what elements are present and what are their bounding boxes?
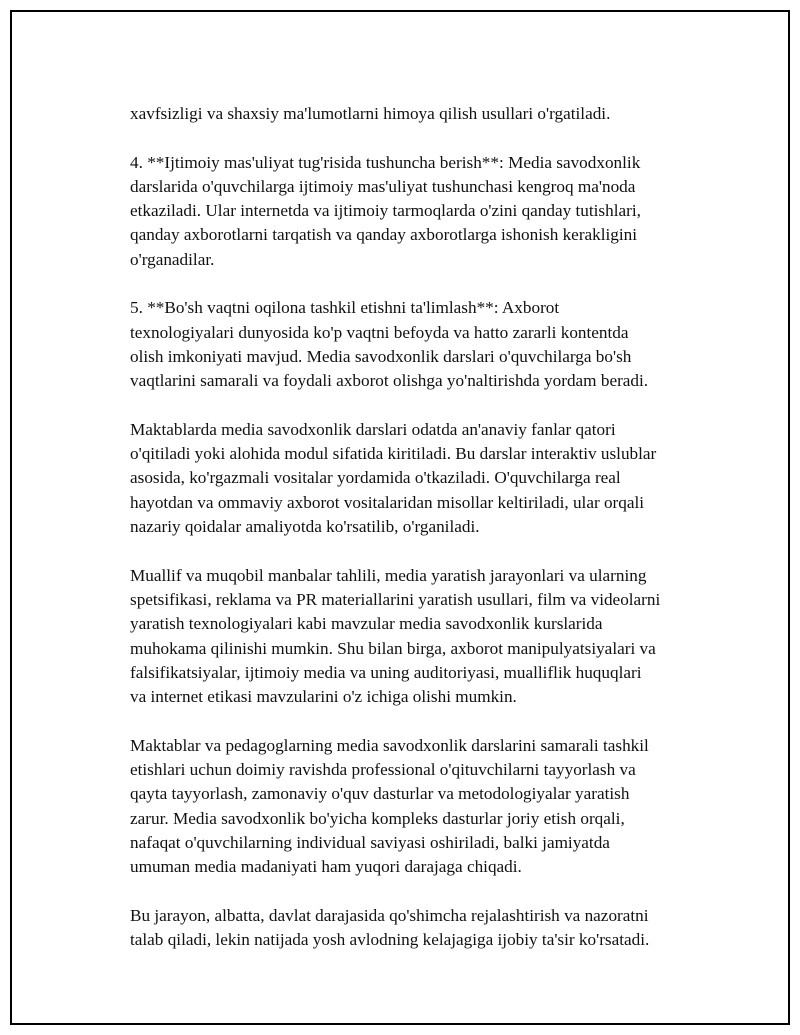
- document-page: [10, 10, 790, 1025]
- text-line: qayta tayyorlash, zamonaviy o'quv dasturlar va metodologiyalar yaratish: [130, 784, 630, 804]
- text-line: talab qiladi, lekin natijada yosh avlodning kelajagiga ijobiy ta'sir ko'rsatadi.: [130, 930, 650, 950]
- text-line: o'qitiladi yoki alohida modul sifatida kiritiladi. Bu darslar interaktiv uslublar: [130, 444, 657, 464]
- text-line: texnologiyalari dunyosida ko'p vaqtni befoyda va hatto zararli kontentda: [130, 322, 629, 342]
- text-line: asosida, ko'rgazmali vositalar yordamida o'tkaziladi. O'quvchilarga real: [130, 468, 621, 488]
- text-line: Maktablarda media savodxonlik darslari odatda an'anaviy fanlar qatori: [130, 419, 616, 439]
- paragraph: [130, 296, 710, 393]
- text-line: va internet etikasi mavzularini o'z ichiga olishi mumkin.: [130, 687, 517, 707]
- paragraph: [130, 418, 710, 539]
- text-line: yaratish texnologiyalari kabi mavzular media savodxonlik kurslarida: [130, 614, 603, 634]
- text-line: nafaqat o'quvchilarning individual saviyasi oshiriladi, balki jamiyatda: [130, 832, 610, 852]
- text-line: qanday axborotlarni tarqatish va qanday axborotlarga ishonish kerakligini: [130, 225, 638, 245]
- text-line: Bu jarayon, albatta, davlat darajasida qo'shimcha rejalashtirish va nazoratni: [130, 905, 649, 925]
- text-line: nazariy qoidalar amaliyotda ko'rsatilib, o'rganiladi.: [130, 517, 480, 537]
- text-line: 4. **Ijtimoiy mas'uliyat tug'risida tushuncha berish**: Media savodxonlik: [130, 152, 641, 172]
- document-body: [130, 102, 710, 977]
- text-line: umuman media madaniyati ham yuqori darajaga chiqadi.: [130, 857, 522, 877]
- paragraph: [130, 734, 710, 880]
- text-line: Muallif va muqobil manbalar tahlili, media yaratish jarayonlari va ularning: [130, 565, 647, 585]
- text-line: Maktablar va pedagoglarning media savodxonlik darslarini samarali tashkil: [130, 735, 649, 755]
- text-line: 5. **Bo'sh vaqtni oqilona tashkil etishni ta'limlash**: Axborot: [130, 298, 560, 318]
- text-line: muhokama qilinishi mumkin. Shu bilan birga, axborot manipulyatsiyalari va: [130, 638, 656, 658]
- paragraph: [130, 904, 710, 953]
- paragraph: [130, 102, 710, 126]
- text-line: vaqtlarini samarali va foydali axborot olishga yo'naltirishda yordam beradi.: [130, 371, 649, 391]
- text-line: o'rganadilar.: [130, 249, 215, 269]
- text-line: hayotdan va ommaviy axborot vositalaridan misollar keltiriladi, ular orqali: [130, 492, 645, 512]
- text-line: darslarida o'quvchilarga ijtimoiy mas'uliyat tushunchasi kengroq ma'noda: [130, 176, 636, 196]
- text-line: spetsifikasi, reklama va PR materiallarini yaratish usullari, film va videolarni: [130, 589, 661, 609]
- text-line: olish imkoniyati mavjud. Media savodxonlik darslari o'quvchilarga bo'sh: [130, 346, 632, 366]
- text-line: etishlari uchun doimiy ravishda professional o'qituvchilarni tayyorlash va: [130, 760, 636, 780]
- paragraph: [130, 564, 710, 710]
- text-line: falsifikatsiyalar, ijtimoiy media va uning auditoriyasi, mualliflik huquqlari: [130, 662, 642, 682]
- text-line: zarur. Media savodxonlik bo'yicha kompleks dasturlar joriy etish orqali,: [130, 808, 625, 828]
- text-line: etkaziladi. Ular internetda va ijtimoiy tarmoqlarda o'zini qanday tutishlari,: [130, 201, 641, 221]
- text-line: xavfsizligi va shaxsiy ma'lumotlarni himoya qilish usullari o'rgatiladi.: [130, 104, 611, 123]
- paragraph: [130, 151, 710, 272]
